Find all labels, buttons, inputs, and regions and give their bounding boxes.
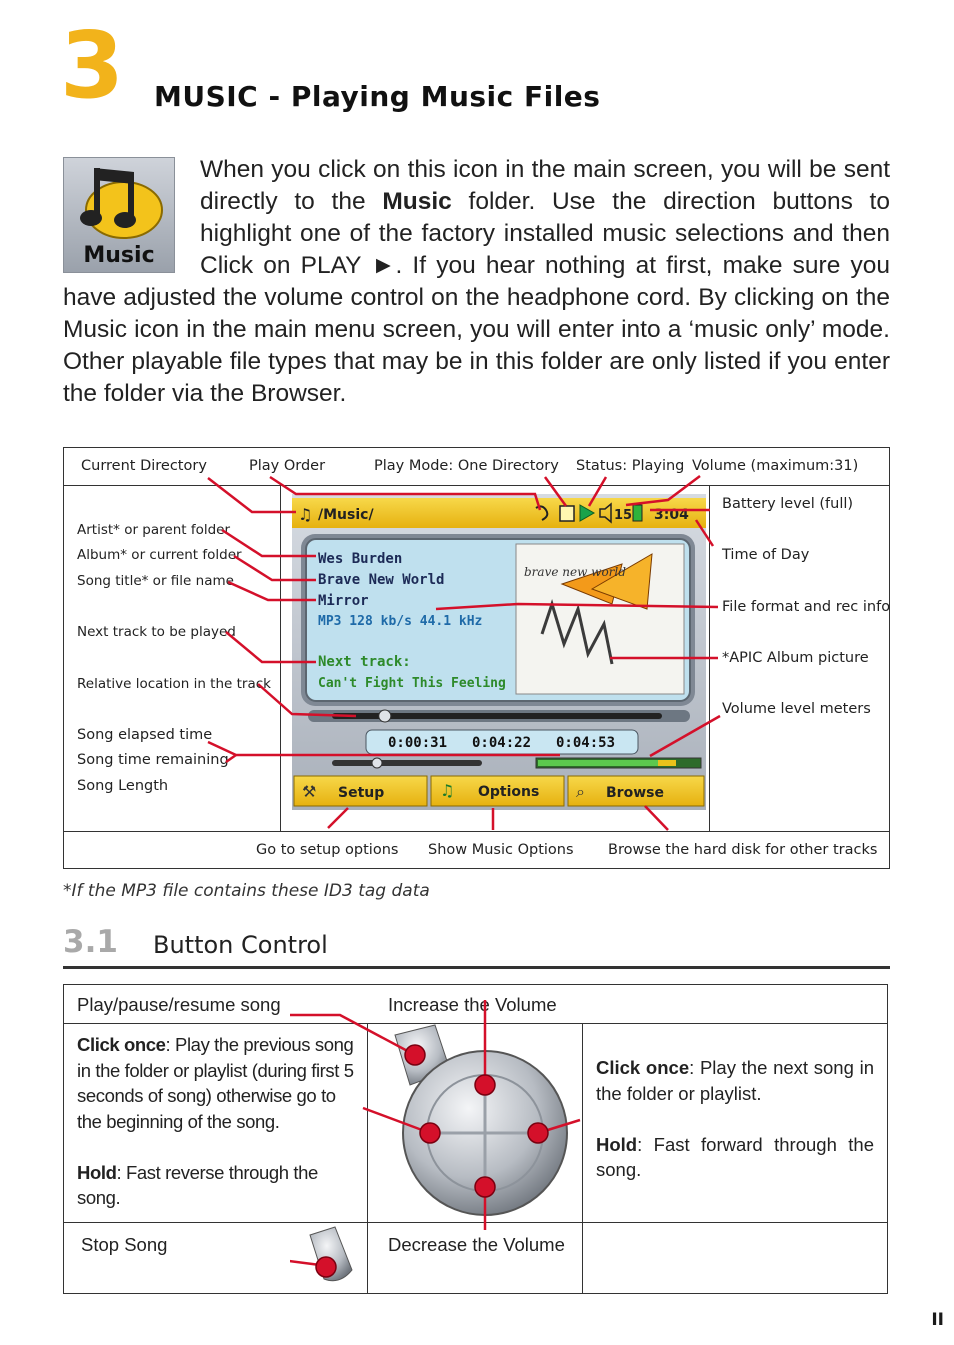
label-volume-meters: Volume level meters bbox=[722, 701, 871, 717]
screen-elapsed: 0:00:31 bbox=[388, 735, 448, 751]
label-volume: Volume (maximum:31) bbox=[692, 458, 859, 474]
label-browse: Browse the hard disk for other tracks bbox=[608, 842, 878, 858]
label-album: Album* or current folder bbox=[77, 547, 242, 563]
wrench-icon: ⚒ bbox=[302, 782, 317, 801]
footnote: *If the MP3 file contains these ID3 tag data bbox=[63, 881, 430, 901]
section-rule bbox=[63, 966, 890, 969]
section-title: Button Control bbox=[153, 931, 328, 959]
label-music-options: Show Music Options bbox=[428, 842, 574, 858]
previous-song-description: Click once: Play the previous song in the folder or playlist (during first 5 seconds of song) otherwise go to the beginning of the song. Hold: Fast reverse through the song. bbox=[77, 1034, 354, 1208]
next-song-description: Click once: Play the next song in the folder or playlist. Hold: Fast forward through the song. bbox=[596, 1057, 874, 1180]
play-pause-label: Play/pause/resume song bbox=[77, 994, 281, 1015]
magnifier-icon: ⌕ bbox=[576, 782, 585, 801]
label-elapsed: Song elapsed time bbox=[77, 727, 213, 743]
intro-paragraph: When you click on this icon in the main screen, you will be sent directly to the Music folder. Use the direction buttons to highlight one of the factory installed music selections and then Click on PLAY ►. If you hear nothing at first, make sure you have adjusted the volume control on the headphone cord. By clicking on the Music icon in the main menu screen, you will enter into a ‘music only’ mode. Other playable file types that may be in this folder are only listed if you enter the folder via the Browser. bbox=[63, 156, 890, 407]
svg-text:Browse: Browse bbox=[606, 785, 664, 801]
joystick-diagram bbox=[290, 995, 590, 1295]
label-song-title: Song title* or file name bbox=[77, 573, 234, 589]
label-play-order: Play Order bbox=[249, 458, 326, 474]
label-status: Status: Playing bbox=[576, 458, 685, 474]
chapter-number: 3 bbox=[60, 12, 123, 119]
label-time-of-day: Time of Day bbox=[722, 547, 810, 563]
chapter-title: MUSIC - Playing Music Files bbox=[154, 80, 601, 113]
stop-song-label: Stop Song bbox=[81, 1234, 168, 1255]
page-number: II bbox=[931, 1310, 944, 1330]
screen-remaining: 0:04:22 bbox=[472, 735, 532, 751]
increase-volume-label: Increase the Volume bbox=[388, 994, 557, 1015]
label-battery: Battery level (full) bbox=[722, 496, 854, 512]
screen-volume: 15 bbox=[614, 508, 633, 523]
screen-format: MP3 128 kb/s 44.1 kHz bbox=[318, 614, 483, 629]
screen-time: 3:04 bbox=[654, 507, 689, 523]
label-album-picture: *APIC Album picture bbox=[722, 650, 869, 666]
label-file-format: File format and rec info bbox=[722, 599, 891, 615]
album-art-text: brave new world bbox=[524, 565, 626, 579]
svg-text:Options: Options bbox=[478, 784, 540, 800]
screen-artist: Wes Burden bbox=[318, 551, 403, 567]
label-relative-location: Relative location in the track bbox=[77, 676, 271, 692]
folder-icon: ♫ bbox=[298, 505, 313, 524]
screen-next-label: Next track: bbox=[318, 654, 411, 670]
screen-path: /Music/ bbox=[318, 507, 374, 523]
screen-next-title: Can't Fight This Feeling bbox=[318, 676, 506, 691]
label-setup-options: Go to setup options bbox=[256, 842, 399, 858]
screen-album: Brave New World bbox=[318, 572, 445, 588]
svg-text:Setup: Setup bbox=[338, 785, 385, 801]
label-artist: Artist* or parent folder bbox=[77, 522, 231, 538]
music-note-icon: ♫ bbox=[440, 781, 455, 800]
decrease-volume-label: Decrease the Volume bbox=[388, 1234, 565, 1255]
screen-length: 0:04:53 bbox=[556, 735, 616, 751]
label-length: Song Length bbox=[77, 778, 169, 794]
label-next-track: Next track to be played bbox=[77, 624, 236, 640]
label-current-directory: Current Directory bbox=[81, 458, 207, 474]
screen-song: Mirror bbox=[318, 593, 369, 609]
music-icon-label: Music bbox=[83, 243, 155, 268]
label-play-mode: Play Mode: One Directory bbox=[374, 458, 559, 474]
label-remaining: Song time remaining bbox=[77, 752, 229, 768]
section-number: 3.1 bbox=[63, 924, 118, 960]
